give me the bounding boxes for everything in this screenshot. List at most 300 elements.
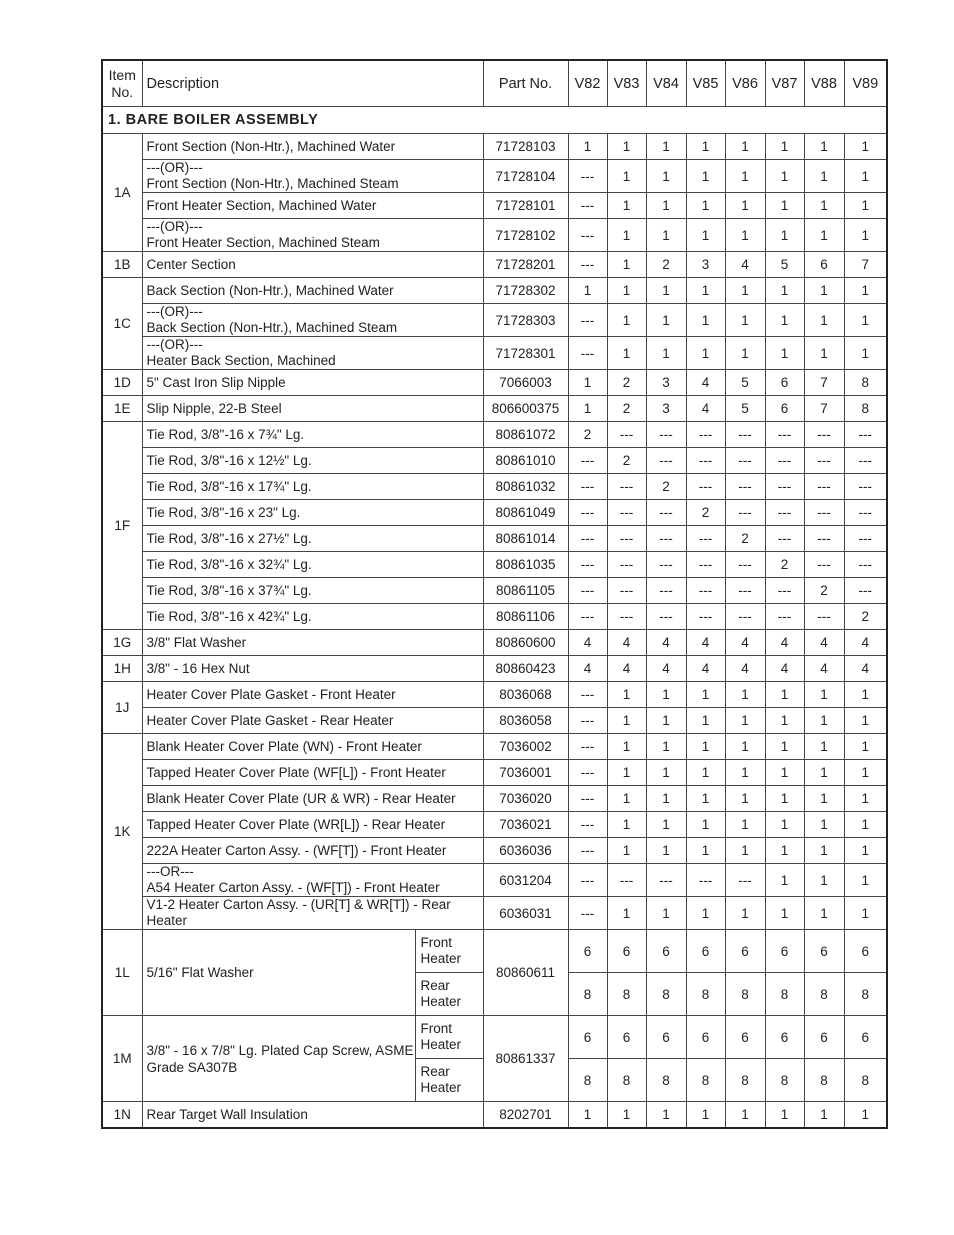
quantity-cell: --- — [725, 604, 765, 630]
quantity-cell: 1 — [725, 812, 765, 838]
quantity-cell: 8 — [646, 973, 686, 1016]
quantity-cell: 1 — [646, 193, 686, 219]
item-number: 1K — [102, 734, 142, 930]
quantity-cell: 8 — [686, 973, 725, 1016]
quantity-cell: --- — [646, 604, 686, 630]
quantity-cell: 1 — [844, 278, 887, 304]
part-number: 80861105 — [483, 578, 568, 604]
description-cell — [142, 864, 483, 897]
part-number: 6036031 — [483, 897, 568, 930]
quantity-cell: 4 — [804, 656, 844, 682]
quantity-cell: --- — [568, 474, 607, 500]
quantity-cell: 6 — [646, 1016, 686, 1059]
quantity-cell: 2 — [646, 252, 686, 278]
quantity-cell: --- — [607, 552, 646, 578]
quantity-cell: 1 — [844, 160, 887, 193]
item-number: 1F — [102, 422, 142, 630]
quantity-cell: 1 — [765, 278, 804, 304]
table-row — [102, 422, 887, 448]
description-cell — [142, 252, 483, 278]
table-row — [102, 734, 887, 760]
quantity-cell: 6 — [765, 930, 804, 973]
description-cell — [142, 396, 483, 422]
quantity-cell: --- — [725, 552, 765, 578]
quantity-cell: 8 — [725, 973, 765, 1016]
table-row — [102, 448, 887, 474]
description-cell — [142, 219, 483, 252]
quantity-cell: 1 — [646, 812, 686, 838]
quantity-cell: --- — [725, 474, 765, 500]
description-text: Tie Rod, 3/8"-16 x 23" Lg. — [146, 504, 301, 520]
quantity-cell: 1 — [765, 160, 804, 193]
heater-position-label: Front Heater — [415, 1016, 483, 1059]
part-number: 6036036 — [483, 838, 568, 864]
quantity-cell: 1 — [765, 219, 804, 252]
quantity-cell: 7 — [804, 370, 844, 396]
quantity-cell: --- — [804, 422, 844, 448]
quantity-cell: 1 — [646, 838, 686, 864]
table-row — [102, 500, 887, 526]
quantity-cell: 1 — [844, 708, 887, 734]
quantity-cell: 2 — [686, 500, 725, 526]
quantity-cell: 7 — [844, 252, 887, 278]
quantity-cell: 1 — [607, 1102, 646, 1129]
table-row — [102, 193, 887, 219]
header-description: Description — [142, 60, 483, 107]
quantity-cell: 1 — [804, 304, 844, 337]
quantity-cell: 4 — [844, 630, 887, 656]
description-text: Heater Cover Plate Gasket - Front Heater — [146, 686, 396, 702]
quantity-cell: --- — [607, 578, 646, 604]
quantity-cell: 8 — [725, 1059, 765, 1102]
quantity-cell: --- — [686, 578, 725, 604]
quantity-cell: 6 — [804, 930, 844, 973]
quantity-cell: 2 — [607, 370, 646, 396]
item-number: 1M — [102, 1016, 142, 1102]
quantity-cell: 2 — [844, 604, 887, 630]
quantity-cell: 2 — [804, 578, 844, 604]
description-cell: 3/8" - 16 x 7/8" Lg. Plated Cap Screw, ASME Grade SA307B — [142, 1016, 415, 1102]
part-number: 806600375 — [483, 396, 568, 422]
quantity-cell: 6 — [844, 1016, 887, 1059]
quantity-cell: 1 — [646, 337, 686, 370]
item-number: 1A — [102, 134, 142, 252]
quantity-cell: 1 — [844, 682, 887, 708]
description-cell — [142, 526, 483, 552]
quantity-cell: 2 — [646, 474, 686, 500]
quantity-cell: --- — [725, 448, 765, 474]
description-cell — [142, 630, 483, 656]
quantity-cell: 3 — [646, 396, 686, 422]
item-number: 1C — [102, 278, 142, 370]
quantity-cell: 1 — [804, 897, 844, 930]
quantity-cell: 8 — [607, 973, 646, 1016]
header-model: V85 — [686, 60, 725, 107]
header-model: V87 — [765, 60, 804, 107]
quantity-cell: 1 — [725, 304, 765, 337]
description-cell — [142, 160, 483, 193]
quantity-cell: --- — [844, 578, 887, 604]
quantity-cell: 6 — [607, 930, 646, 973]
quantity-cell: 1 — [765, 682, 804, 708]
quantity-cell: 1 — [686, 734, 725, 760]
quantity-cell: 1 — [607, 252, 646, 278]
quantity-cell: 6 — [568, 1016, 607, 1059]
quantity-cell: 4 — [568, 630, 607, 656]
quantity-cell: --- — [725, 864, 765, 897]
quantity-cell: 1 — [686, 838, 725, 864]
quantity-cell: 1 — [844, 219, 887, 252]
quantity-cell: 2 — [725, 526, 765, 552]
quantity-cell: 1 — [804, 160, 844, 193]
table-row — [102, 812, 887, 838]
quantity-cell: 8 — [844, 370, 887, 396]
part-number: 7066003 — [483, 370, 568, 396]
quantity-cell: --- — [568, 604, 607, 630]
quantity-cell: 1 — [844, 734, 887, 760]
table-row — [102, 396, 887, 422]
quantity-cell: --- — [844, 422, 887, 448]
quantity-cell: 1 — [646, 760, 686, 786]
part-number: 7036020 — [483, 786, 568, 812]
quantity-cell: 6 — [804, 1016, 844, 1059]
quantity-cell: 1 — [765, 897, 804, 930]
quantity-cell: --- — [765, 500, 804, 526]
quantity-cell: 1 — [804, 1102, 844, 1129]
quantity-cell: 1 — [844, 864, 887, 897]
quantity-cell: 8 — [686, 1059, 725, 1102]
quantity-cell: 1 — [804, 812, 844, 838]
quantity-cell: 1 — [568, 278, 607, 304]
part-number: 71728103 — [483, 134, 568, 160]
description-text: Heater Back Section, Machined — [146, 353, 336, 368]
quantity-cell: --- — [804, 474, 844, 500]
table-row — [102, 526, 887, 552]
quantity-cell: --- — [568, 682, 607, 708]
quantity-cell: 2 — [607, 396, 646, 422]
part-number: 71728201 — [483, 252, 568, 278]
quantity-cell: 1 — [686, 760, 725, 786]
description-text: V1-2 Heater Carton Assy. - (UR[T] & WR[T]) - Rear Heater — [146, 897, 451, 928]
quantity-cell: 1 — [765, 337, 804, 370]
quantity-cell: 1 — [765, 838, 804, 864]
quantity-cell: 1 — [607, 193, 646, 219]
part-number: 80861106 — [483, 604, 568, 630]
quantity-cell: --- — [568, 897, 607, 930]
quantity-cell: --- — [607, 864, 646, 897]
description-text: Tie Rod, 3/8"-16 x 42¾" Lg. — [146, 608, 312, 624]
part-number: 8036058 — [483, 708, 568, 734]
quantity-cell: --- — [646, 864, 686, 897]
quantity-cell: 5 — [725, 396, 765, 422]
quantity-cell: --- — [607, 500, 646, 526]
quantity-cell: 8 — [568, 973, 607, 1016]
quantity-cell: 1 — [646, 734, 686, 760]
quantity-cell: --- — [804, 448, 844, 474]
part-number: 80861014 — [483, 526, 568, 552]
description-text: Center Section — [146, 256, 236, 272]
quantity-cell: 1 — [725, 897, 765, 930]
table-row — [102, 252, 887, 278]
quantity-cell: --- — [646, 500, 686, 526]
part-number: 71728301 — [483, 337, 568, 370]
quantity-cell: 6 — [607, 1016, 646, 1059]
quantity-cell: 8 — [607, 1059, 646, 1102]
quantity-cell: --- — [607, 526, 646, 552]
description-text: Tie Rod, 3/8"-16 x 12½" Lg. — [146, 452, 312, 468]
quantity-cell: 8 — [804, 973, 844, 1016]
or-separator: ---(OR)--- — [146, 219, 203, 234]
quantity-cell: 4 — [686, 630, 725, 656]
quantity-cell: 1 — [725, 278, 765, 304]
quantity-cell: 1 — [646, 1102, 686, 1129]
table-row — [102, 682, 887, 708]
quantity-cell: 1 — [725, 838, 765, 864]
quantity-cell: --- — [765, 474, 804, 500]
part-number: 80861072 — [483, 422, 568, 448]
quantity-cell: 4 — [686, 396, 725, 422]
description-text: Tie Rod, 3/8"-16 x 27½" Lg. — [146, 530, 312, 546]
description-cell — [142, 734, 483, 760]
quantity-cell: 1 — [725, 682, 765, 708]
description-text: Tie Rod, 3/8"-16 x 32¾" Lg. — [146, 556, 312, 572]
quantity-cell: 6 — [686, 930, 725, 973]
part-number: 71728302 — [483, 278, 568, 304]
quantity-cell: 1 — [646, 278, 686, 304]
description-cell: Rear Target Wall Insulation — [142, 1102, 483, 1129]
table-row — [102, 219, 887, 252]
quantity-cell: 1 — [725, 160, 765, 193]
quantity-cell: 1 — [725, 337, 765, 370]
part-number: 80861035 — [483, 552, 568, 578]
quantity-cell: 6 — [765, 370, 804, 396]
quantity-cell: --- — [568, 708, 607, 734]
table-row — [102, 897, 887, 930]
quantity-cell: 1 — [607, 760, 646, 786]
quantity-cell: --- — [765, 578, 804, 604]
or-separator: ---(OR)--- — [146, 160, 203, 175]
quantity-cell: --- — [686, 552, 725, 578]
quantity-cell: --- — [646, 578, 686, 604]
quantity-cell: 1 — [725, 786, 765, 812]
quantity-cell: 1 — [804, 734, 844, 760]
quantity-cell: 1 — [725, 760, 765, 786]
quantity-cell: 6 — [686, 1016, 725, 1059]
description-cell — [142, 786, 483, 812]
quantity-cell: --- — [568, 448, 607, 474]
quantity-cell: 1 — [804, 786, 844, 812]
quantity-cell: 2 — [568, 422, 607, 448]
description-cell — [142, 682, 483, 708]
description-text: 3/8" - 16 Hex Nut — [146, 660, 250, 676]
quantity-cell: --- — [568, 838, 607, 864]
quantity-cell: --- — [646, 552, 686, 578]
table-row — [102, 656, 887, 682]
quantity-cell: 1 — [686, 812, 725, 838]
description-text: 3/8" Flat Washer — [146, 634, 247, 650]
header-model: V86 — [725, 60, 765, 107]
quantity-cell: 1 — [804, 337, 844, 370]
part-number: 7036002 — [483, 734, 568, 760]
quantity-cell: --- — [804, 552, 844, 578]
quantity-cell: --- — [568, 160, 607, 193]
quantity-cell: --- — [568, 193, 607, 219]
description-text: Front Heater Section, Machined Steam — [146, 235, 380, 250]
table-row — [102, 760, 887, 786]
quantity-cell: 1 — [725, 193, 765, 219]
part-number: 80861049 — [483, 500, 568, 526]
table-row — [102, 370, 887, 396]
quantity-cell: 1 — [804, 193, 844, 219]
table-row — [102, 604, 887, 630]
quantity-cell: 1 — [607, 134, 646, 160]
description-text: Tie Rod, 3/8"-16 x 17¾" Lg. — [146, 478, 312, 494]
quantity-cell: 5 — [725, 370, 765, 396]
quantity-cell: --- — [725, 422, 765, 448]
item-number: 1N — [102, 1102, 142, 1129]
description-text: Tapped Heater Cover Plate (WR[L]) - Rear Heater — [146, 816, 446, 832]
part-number: 80861337 — [483, 1016, 568, 1102]
quantity-cell: --- — [607, 474, 646, 500]
quantity-cell: 1 — [844, 786, 887, 812]
quantity-cell: 8 — [804, 1059, 844, 1102]
quantity-cell: 6 — [568, 930, 607, 973]
quantity-cell: 1 — [607, 278, 646, 304]
quantity-cell: 8 — [844, 973, 887, 1016]
quantity-cell: 1 — [686, 708, 725, 734]
quantity-cell: 1 — [804, 219, 844, 252]
description-cell: 5/16" Flat Washer — [142, 930, 415, 1016]
quantity-cell: 1 — [686, 897, 725, 930]
quantity-cell: --- — [568, 219, 607, 252]
quantity-cell: 1 — [804, 278, 844, 304]
table-row — [102, 864, 887, 897]
quantity-cell: 1 — [607, 838, 646, 864]
quantity-cell: 1 — [844, 193, 887, 219]
heater-position-label: Rear Heater — [415, 973, 483, 1016]
quantity-cell: 4 — [725, 630, 765, 656]
quantity-cell: 1 — [686, 682, 725, 708]
quantity-cell: 1 — [765, 734, 804, 760]
description-text: Back Section (Non-Htr.), Machined Water — [146, 282, 394, 298]
description-text: Front Section (Non-Htr.), Machined Steam — [146, 176, 399, 191]
quantity-cell: --- — [568, 786, 607, 812]
part-number: 71728101 — [483, 193, 568, 219]
quantity-cell: --- — [568, 337, 607, 370]
quantity-cell: 1 — [804, 682, 844, 708]
quantity-cell: 1 — [725, 134, 765, 160]
quantity-cell: 1 — [844, 1102, 887, 1129]
quantity-cell: 1 — [646, 219, 686, 252]
description-cell — [142, 193, 483, 219]
quantity-cell: 1 — [844, 897, 887, 930]
table-row — [102, 337, 887, 370]
quantity-cell: 1 — [725, 708, 765, 734]
header-part-no: Part No. — [483, 60, 568, 107]
description-text: Front Heater Section, Machined Water — [146, 197, 377, 213]
description-cell — [142, 500, 483, 526]
quantity-cell: 1 — [686, 1102, 725, 1129]
or-separator: ---(OR)--- — [146, 304, 203, 319]
description-cell — [142, 474, 483, 500]
quantity-cell: 1 — [686, 786, 725, 812]
quantity-cell: 1 — [686, 219, 725, 252]
description-cell — [142, 134, 483, 160]
parts-table — [101, 59, 888, 1129]
quantity-cell: 1 — [607, 219, 646, 252]
quantity-cell: 8 — [765, 1059, 804, 1102]
table-row — [102, 630, 887, 656]
quantity-cell: 1 — [844, 838, 887, 864]
table-row — [102, 786, 887, 812]
quantity-cell: 2 — [765, 552, 804, 578]
quantity-cell: 1 — [765, 786, 804, 812]
item-number: 1D — [102, 370, 142, 396]
table-row — [102, 1016, 887, 1059]
quantity-cell: 2 — [607, 448, 646, 474]
quantity-cell: --- — [804, 526, 844, 552]
table-row — [102, 160, 887, 193]
quantity-cell: --- — [646, 422, 686, 448]
quantity-cell: 7 — [804, 396, 844, 422]
quantity-cell: 6 — [844, 930, 887, 973]
quantity-cell: 1 — [607, 337, 646, 370]
part-number: 71728303 — [483, 304, 568, 337]
quantity-cell: 3 — [686, 252, 725, 278]
quantity-cell: 1 — [725, 1102, 765, 1129]
quantity-cell: 1 — [765, 134, 804, 160]
quantity-cell: 4 — [568, 656, 607, 682]
description-text: Slip Nipple, 22-B Steel — [146, 400, 282, 416]
quantity-cell: 4 — [844, 656, 887, 682]
quantity-cell: 1 — [568, 396, 607, 422]
quantity-cell: 1 — [646, 897, 686, 930]
quantity-cell: 4 — [646, 630, 686, 656]
part-number: 71728104 — [483, 160, 568, 193]
quantity-cell: 1 — [804, 838, 844, 864]
description-cell — [142, 422, 483, 448]
header-model: V83 — [607, 60, 646, 107]
header-model: V82 — [568, 60, 607, 107]
heater-position-label: Front Heater — [415, 930, 483, 973]
quantity-cell: --- — [568, 864, 607, 897]
quantity-cell: 4 — [804, 630, 844, 656]
part-number: 71728102 — [483, 219, 568, 252]
quantity-cell: 8 — [765, 973, 804, 1016]
table-row — [102, 134, 887, 160]
quantity-cell: 1 — [646, 160, 686, 193]
quantity-cell: 4 — [765, 656, 804, 682]
part-number: 80860423 — [483, 656, 568, 682]
header-model: V84 — [646, 60, 686, 107]
quantity-cell: 1 — [646, 708, 686, 734]
part-number: 80860611 — [483, 930, 568, 1016]
quantity-cell: 6 — [765, 396, 804, 422]
quantity-cell: 1 — [607, 708, 646, 734]
quantity-cell: 1 — [804, 708, 844, 734]
part-number: 8036068 — [483, 682, 568, 708]
description-cell — [142, 278, 483, 304]
quantity-cell: 8 — [646, 1059, 686, 1102]
quantity-cell: --- — [607, 604, 646, 630]
description-text: Blank Heater Cover Plate (WN) - Front Heater — [146, 738, 422, 754]
quantity-cell: 1 — [844, 812, 887, 838]
quantity-cell: 1 — [568, 1102, 607, 1129]
description-cell — [142, 760, 483, 786]
quantity-cell: --- — [568, 812, 607, 838]
quantity-cell: --- — [844, 474, 887, 500]
quantity-cell: 8 — [844, 1059, 887, 1102]
